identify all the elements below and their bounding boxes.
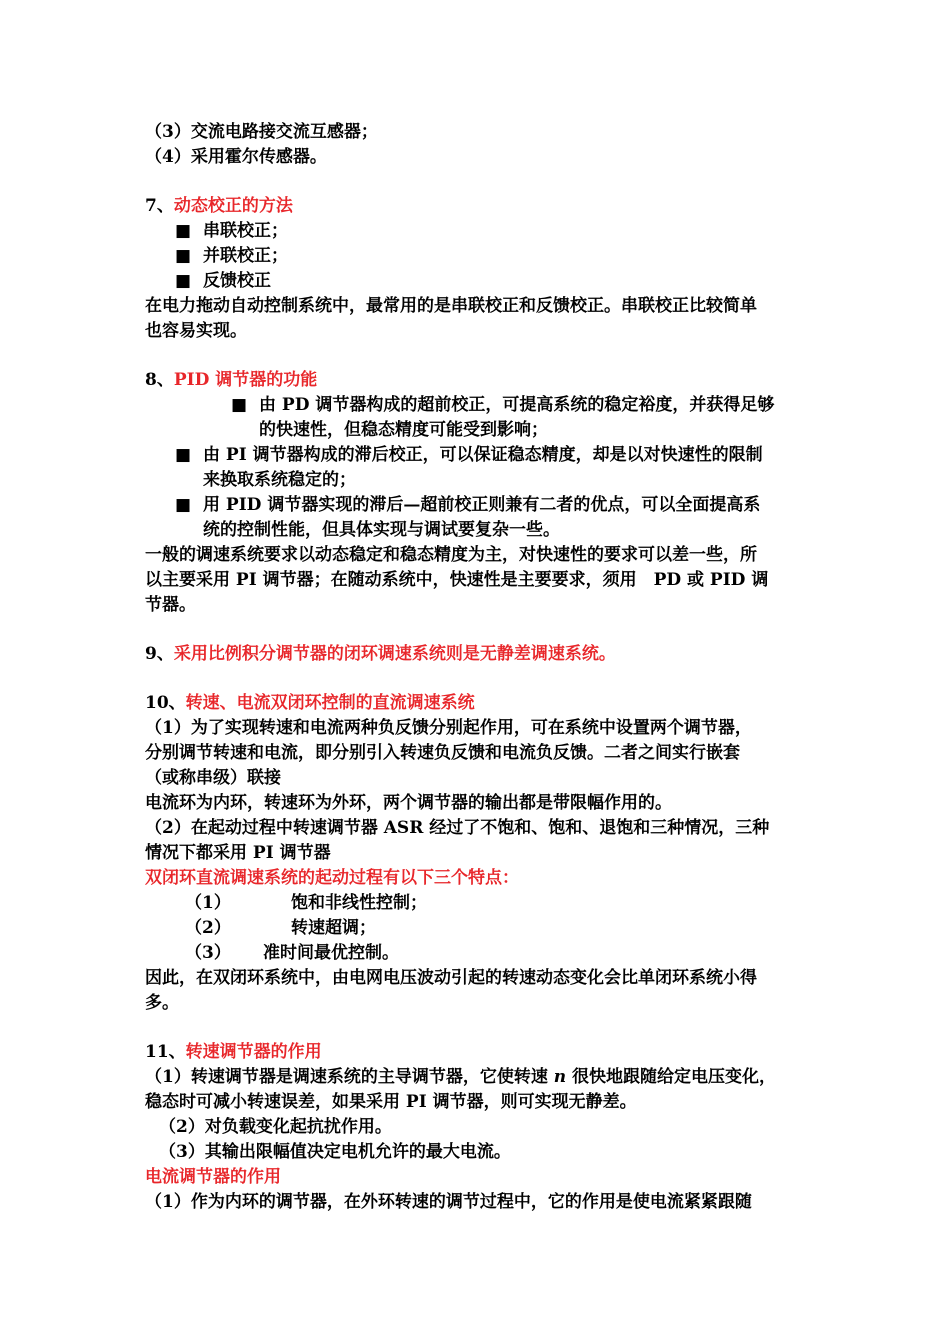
text-line: 情况下都采用 PI 调节器 — [145, 843, 331, 863]
text-line: （3）交流电路接交流互感器； — [145, 122, 378, 142]
text-line: （1）为了实现转速和电流两种负反馈分别起作用，可在系统中设置两个调节器， — [145, 718, 752, 738]
text-line: （或称串级）联接 — [145, 768, 281, 788]
text-line: （2）在起动过程中转速调节器 ASR 经过了不饱和、饱和、退饱和三种情况，三种 — [145, 818, 770, 838]
spacer — [145, 1016, 815, 1040]
section-8-heading — [145, 368, 815, 393]
text-line: 也容易实现。 — [145, 321, 247, 341]
list-item: ■ 并联校正； — [145, 244, 815, 269]
red-subheading: 电流调节器的作用 — [145, 1167, 281, 1187]
spacer — [145, 170, 815, 194]
list-item-continuation: 的快速性，但稳态精度可能受到影响； — [259, 420, 548, 440]
section-title: 动态校正的方法 — [173, 196, 293, 216]
item-number: （3） — [185, 943, 231, 963]
section-title: PID 调节器的功能 — [173, 370, 318, 390]
list-item-continuation: 来换取系统稳定的； — [203, 470, 356, 490]
numbered-item: （2） 转速超调； — [145, 916, 815, 941]
section-9-heading — [145, 642, 815, 667]
list-item: ■ 用 PID 调节器实现的滞后—超前校正则兼有二者的优点，可以全面提高系 — [145, 493, 815, 518]
square-bullet-icon: ■ — [175, 445, 192, 465]
square-bullet-icon: ■ — [175, 271, 192, 291]
list-item-continuation: 统的控制性能，但具体实现与调试要复杂一些。 — [203, 520, 560, 540]
spacer — [145, 667, 815, 691]
list-item: ■ 由 PD 调节器构成的超前校正，可提高系统的稳定裕度，并获得足够 — [145, 393, 815, 418]
text-line: （2）对负载变化起抗扰作用。 — [159, 1117, 392, 1137]
document-page — [145, 120, 815, 1215]
section-title: 转速调节器的作用 — [185, 1042, 322, 1062]
text-line: 节器。 — [145, 595, 196, 615]
text-line: （3）其输出限幅值决定电机允许的最大电流。 — [159, 1142, 511, 1162]
text-line: （1）转速调节器是调速系统的主导调节器，它使转速 n 很快地跟随给定电压变化， — [145, 1067, 777, 1087]
square-bullet-icon: ■ — [175, 246, 192, 266]
square-bullet-icon: ■ — [175, 221, 192, 241]
red-subheading: 双闭环直流调速系统的起动过程有以下三个特点： — [145, 868, 519, 888]
text-line: 分别调节转速和电流，即分别引入转速负反馈和电流负反馈。二者之间实行嵌套 — [145, 743, 740, 763]
text-line: 多。 — [145, 993, 179, 1013]
square-bullet-icon: ■ — [175, 495, 192, 515]
spacer — [145, 618, 815, 642]
item-number: （2） — [185, 918, 231, 938]
text-line: 稳态时可减小转速误差，如果采用 PI 调节器，则可实现无静差。 — [145, 1092, 637, 1112]
list-item: ■ 串联校正； — [145, 219, 815, 244]
text-line: （4）采用霍尔传感器。 — [145, 147, 327, 167]
numbered-item: （1） 饱和非线性控制； — [145, 891, 815, 916]
text-line: 因此，在双闭环系统中，由电网电压波动引起的转速动态变化会比单闭环系统小得 — [145, 968, 757, 988]
list-item: ■ 由 PI 调节器构成的滞后校正，可以保证稳态精度，却是以对快速性的限制 — [145, 443, 815, 468]
section-number: 10、 — [145, 693, 186, 713]
section-number: 8、 — [145, 370, 174, 390]
text-line: 电流环为内环，转速环为外环，两个调节器的输出都是带限幅作用的。 — [145, 793, 672, 813]
text-line: （1）作为内环的调节器，在外环转速的调节过程中，它的作用是使电流紧紧跟随 — [145, 1192, 752, 1212]
section-10-heading — [145, 691, 815, 716]
text-line: 在电力拖动自动控制系统中，最常用的是串联校正和反馈校正。串联校正比较简单 — [145, 296, 757, 316]
section-number: 9、 — [145, 644, 174, 664]
variable-n: n — [553, 1067, 567, 1087]
list-item: ■ 反馈校正 — [145, 269, 815, 294]
square-bullet-icon: ■ — [231, 395, 248, 415]
section-7-heading — [145, 194, 815, 219]
section-11-heading — [145, 1040, 815, 1065]
section-title: 转速、电流双闭环控制的直流调速系统 — [185, 693, 475, 713]
numbered-item: （3） 准时间最优控制。 — [145, 941, 815, 966]
section-number: 7、 — [145, 196, 174, 216]
section-title: 采用比例积分调节器的闭环调速系统则是无静差调速系统。 — [173, 644, 616, 664]
item-number: （1） — [185, 893, 231, 913]
spacer — [145, 344, 815, 368]
text-line: 一般的调速系统要求以动态稳定和稳态精度为主，对快速性的要求可以差一些，所 — [145, 545, 757, 565]
section-number: 11、 — [145, 1042, 186, 1062]
text-line: 以主要采用 PI 调节器；在随动系统中，快速性是主要要求，须用 PD 或 PID 调 — [145, 570, 769, 590]
